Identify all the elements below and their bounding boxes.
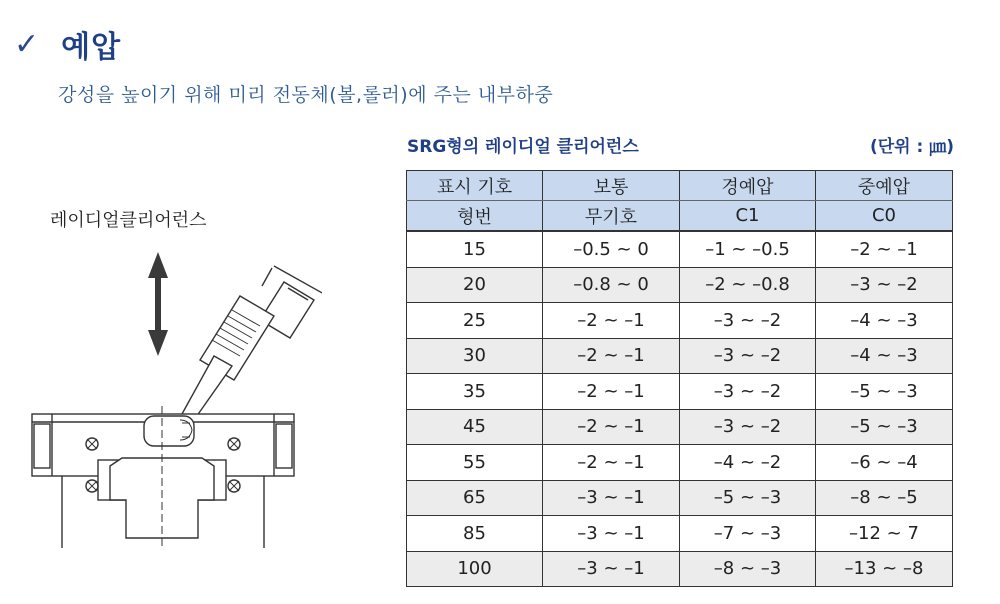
table-title: SRG형의 레이디얼 클리어런스 [407, 137, 639, 157]
model-number-cell: 65 [407, 480, 543, 516]
clearance-cell: –8 ~ –3 [680, 551, 816, 587]
clearance-cell: –3 ~ –1 [543, 551, 680, 587]
header-cell: 경예압 [680, 171, 816, 201]
clearance-cell: –3 ~ –2 [680, 303, 816, 339]
clearance-cell: –5 ~ –3 [816, 374, 953, 410]
table-row [407, 551, 953, 587]
clearance-cell: –2 ~ –1 [543, 409, 680, 445]
check-icon: ✓ [14, 26, 40, 62]
clearance-cell: –12 ~ 7 [816, 516, 953, 552]
clearance-cell: –13 ~ –8 [816, 551, 953, 587]
clearance-cell: –2 ~ –1 [816, 231, 953, 267]
model-number-cell: 25 [407, 303, 543, 339]
model-number-cell: 15 [407, 231, 543, 267]
clearance-cell: –2 ~ –0.8 [680, 267, 816, 303]
clearance-cell: –4 ~ –3 [816, 338, 953, 374]
table-header-row [407, 171, 953, 201]
dial-gauge-icon [162, 266, 322, 420]
table-row [407, 303, 953, 339]
model-number-cell: 100 [407, 551, 543, 587]
header-cell: 중예압 [816, 171, 953, 201]
model-number-cell: 20 [407, 267, 543, 303]
clearance-cell: –6 ~ –4 [816, 445, 953, 481]
table-row [407, 445, 953, 481]
clearance-cell: –4 ~ –2 [680, 445, 816, 481]
clearance-cell: –5 ~ –3 [680, 480, 816, 516]
clearance-cell: –2 ~ –1 [543, 374, 680, 410]
clearance-cell: –3 ~ –2 [680, 374, 816, 410]
clearance-cell: –2 ~ –1 [543, 338, 680, 374]
clearance-cell: –7 ~ –3 [680, 516, 816, 552]
diagram-label: 레이디얼클리어런스 [50, 210, 207, 231]
linear-guide-diagram-icon [22, 238, 322, 558]
header-cell: 무기호 [543, 201, 680, 232]
clearance-cell: –8 ~ –5 [816, 480, 953, 516]
clearance-table [406, 170, 953, 587]
clearance-cell: –3 ~ –1 [543, 480, 680, 516]
header-cell: 형번 [407, 201, 543, 232]
model-number-cell: 45 [407, 409, 543, 445]
table-unit: (단위 : ㎛) [869, 137, 954, 157]
header-cell: C0 [816, 201, 953, 232]
header-cell: 보통 [543, 171, 680, 201]
model-number-cell: 85 [407, 516, 543, 552]
table-row [407, 480, 953, 516]
clearance-cell: –2 ~ –1 [543, 445, 680, 481]
clearance-cell: –3 ~ –2 [680, 338, 816, 374]
clearance-cell: –3 ~ –2 [816, 267, 953, 303]
clearance-cell: –4 ~ –3 [816, 303, 953, 339]
guide-block-icon [32, 406, 294, 548]
section-title: 예압 [61, 30, 122, 65]
clearance-cell: –0.5 ~ 0 [543, 231, 680, 267]
clearance-cell: –2 ~ –1 [543, 303, 680, 339]
table-row [407, 267, 953, 303]
clearance-cell: –3 ~ –1 [543, 516, 680, 552]
model-number-cell: 30 [407, 338, 543, 374]
clearance-cell: –1 ~ –0.5 [680, 231, 816, 267]
header-cell: C1 [680, 201, 816, 232]
section-heading [14, 22, 121, 66]
clearance-cell: –3 ~ –2 [680, 409, 816, 445]
double-arrow-icon [148, 252, 168, 356]
header-cell: 표시 기호 [407, 171, 543, 201]
table-row [407, 516, 953, 552]
model-number-cell: 35 [407, 374, 543, 410]
table-header-row [407, 201, 953, 232]
model-number-cell: 55 [407, 445, 543, 481]
clearance-cell: –0.8 ~ 0 [543, 267, 680, 303]
table-row [407, 409, 953, 445]
clearance-cell: –5 ~ –3 [816, 409, 953, 445]
table-row [407, 231, 953, 267]
section-description: 강성을 높이기 위해 미리 전동체(볼,롤러)에 주는 내부하중 [58, 84, 554, 106]
table-row [407, 374, 953, 410]
table-row [407, 338, 953, 374]
